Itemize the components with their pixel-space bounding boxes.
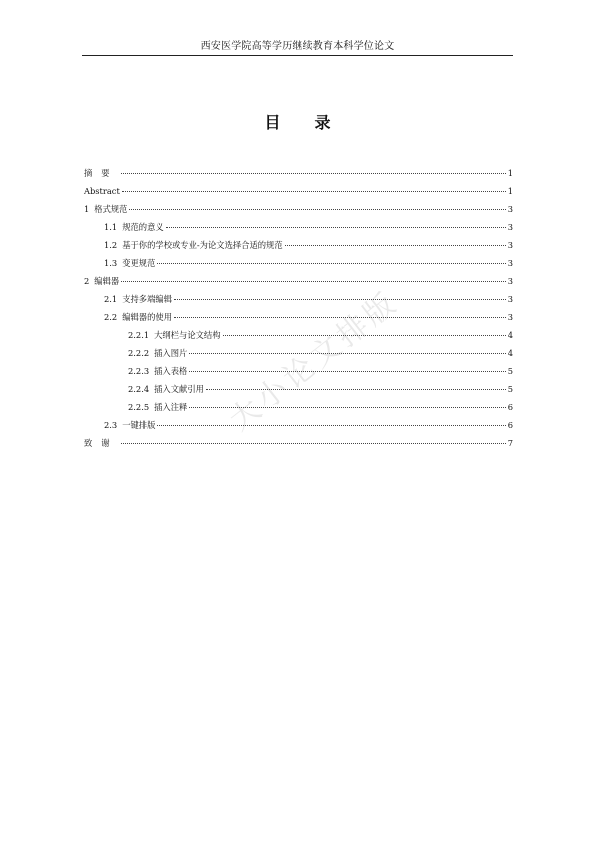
toc-entry-label: 规范的意义 xyxy=(122,222,164,232)
toc-entry-label: 编辑器的使用 xyxy=(122,312,172,322)
toc-entry-number: 2.2 xyxy=(104,312,118,322)
toc-entry-label: 基于你的学校或专业-为论文选择合适的规范 xyxy=(122,240,283,250)
toc-entry[interactable] xyxy=(84,236,513,254)
running-header: 西安医学院高等学历继续教育本科学位论文 xyxy=(200,41,395,52)
toc-entry[interactable] xyxy=(84,344,513,362)
toc-entry-page: 4 xyxy=(507,330,513,340)
dot-leader xyxy=(174,317,506,318)
dot-leader xyxy=(121,443,506,444)
toc-entry-page: 6 xyxy=(507,402,513,412)
toc-entry-label: Abstract xyxy=(84,186,120,196)
toc-entry[interactable] xyxy=(84,272,513,290)
toc-entry-label: 格式规范 xyxy=(94,204,128,214)
toc-entry[interactable] xyxy=(84,218,513,236)
dot-leader xyxy=(223,335,506,336)
toc-entry-page: 3 xyxy=(507,294,513,304)
dot-leader xyxy=(122,191,506,192)
toc-entry-page: 3 xyxy=(507,276,513,286)
toc-entry-number: 1 xyxy=(84,204,90,214)
watermark: 大小论文排版 xyxy=(222,284,406,438)
toc-entry-number: 2.2.2 xyxy=(128,348,150,358)
toc-entry-label: 插入注释 xyxy=(154,402,188,412)
toc-entry[interactable] xyxy=(84,380,513,398)
toc-entry[interactable] xyxy=(84,254,513,272)
toc-entry-number: 1.1 xyxy=(104,222,118,232)
toc-entry-number: 2.2.5 xyxy=(128,402,150,412)
toc-entry[interactable] xyxy=(84,164,513,182)
toc-entry-number: 2 xyxy=(84,276,90,286)
toc-entry-page: 6 xyxy=(507,420,513,430)
dot-leader xyxy=(166,227,506,228)
dot-leader xyxy=(206,389,506,390)
toc-entry-label: 插入文献引用 xyxy=(154,384,204,394)
toc-title xyxy=(0,113,595,133)
dot-leader xyxy=(189,407,505,408)
toc-entry-label: 摘要 xyxy=(84,168,119,178)
toc-entry-number: 2.2.4 xyxy=(128,384,150,394)
toc-entry-page: 3 xyxy=(507,204,513,214)
toc-entry-label: 插入图片 xyxy=(154,348,188,358)
toc-entry[interactable] xyxy=(84,182,513,200)
toc-entry[interactable] xyxy=(84,200,513,218)
dot-leader xyxy=(121,281,506,282)
toc-entry[interactable] xyxy=(84,398,513,416)
toc-entry[interactable] xyxy=(84,362,513,380)
header-rule xyxy=(82,55,513,56)
toc-entry[interactable] xyxy=(84,326,513,344)
dot-leader xyxy=(285,245,506,246)
toc-entry-number: 1.3 xyxy=(104,258,118,268)
toc-entry-label: 一键排版 xyxy=(122,420,156,430)
toc-entry-page: 4 xyxy=(507,348,513,358)
toc-entry-page: 7 xyxy=(507,438,513,448)
toc-entry-label: 大纲栏与论文结构 xyxy=(154,330,221,340)
toc-entry-page: 1 xyxy=(507,186,513,196)
toc-entry[interactable] xyxy=(84,290,513,308)
toc-entry-number: 2.1 xyxy=(104,294,118,304)
toc-entry-label: 编辑器 xyxy=(94,276,120,286)
toc-entry-page: 3 xyxy=(507,240,513,250)
dot-leader xyxy=(189,371,505,372)
dot-leader xyxy=(174,299,506,300)
dot-leader xyxy=(121,173,506,174)
toc-entry[interactable] xyxy=(84,416,513,434)
toc-entry-page: 5 xyxy=(507,366,513,376)
toc-entry[interactable] xyxy=(84,308,513,326)
toc-entry-number: 1.2 xyxy=(104,240,118,250)
toc-entry-page: 3 xyxy=(507,312,513,322)
dot-leader xyxy=(157,263,505,264)
toc-entry-label: 支持多端编辑 xyxy=(122,294,172,304)
toc-entry-page: 5 xyxy=(507,384,513,394)
toc-entry-label: 致谢 xyxy=(84,438,119,448)
toc-title-left: 目 xyxy=(264,113,281,132)
toc-entry-label: 变更规范 xyxy=(122,258,156,268)
toc-entry-page: 3 xyxy=(507,258,513,268)
toc-entry-page: 3 xyxy=(507,222,513,232)
toc-entry-label: 插入表格 xyxy=(154,366,188,376)
toc-entry-number: 2.2.1 xyxy=(128,330,150,340)
dot-leader xyxy=(129,209,505,210)
toc-entry-number: 2.3 xyxy=(104,420,118,430)
toc-title-right: 录 xyxy=(314,113,331,132)
toc-entry-page: 1 xyxy=(507,168,513,178)
table-of-contents xyxy=(84,164,513,452)
toc-entry[interactable] xyxy=(84,434,513,452)
dot-leader xyxy=(157,425,505,426)
toc-entry-number: 2.2.3 xyxy=(128,366,150,376)
dot-leader xyxy=(189,353,505,354)
